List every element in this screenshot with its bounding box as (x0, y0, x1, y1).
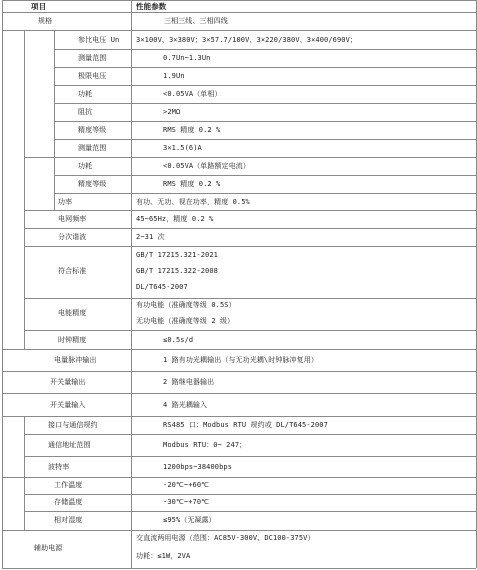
harmonics-value: 2~31 次 (136, 233, 165, 241)
current-range-label: 测量范围 (78, 144, 107, 152)
clock-accuracy-label: 时钟精度 (58, 336, 87, 344)
aux-power-item: 交直流两用电源（范围：AC85V-300V、DC100-375V） (136, 534, 315, 542)
address-range-value: Modbus RTU：0~ 247； (163, 441, 247, 449)
aux-power-label: 辅助电源 (34, 544, 63, 552)
address-range-label: 通信地址范围 (48, 441, 91, 449)
current-accuracy-value: RMS 精度 0.2 % (163, 180, 221, 188)
digital-output-label: 开关量输出 (50, 378, 86, 386)
standards-label: 符合标准 (58, 267, 87, 275)
voltage-impedance-label: 阻抗 (78, 108, 93, 116)
rule (24, 416, 25, 477)
spec-label: 规格 (38, 17, 53, 25)
rule (24, 298, 476, 299)
rule (54, 103, 476, 104)
voltage-power-value: <0.05VA（单相） (163, 90, 222, 98)
digital-output-value: 2 路继电器输出 (163, 378, 215, 386)
baud-rate-value: 1200bps~38400bps (163, 463, 233, 471)
rule (24, 511, 476, 512)
digital-input-value: 4 路光耦输入 (163, 401, 208, 409)
storage-temp-value: -30℃~+70℃ (163, 498, 210, 506)
standard-item: GB/T 17215.321-2021 (136, 251, 218, 259)
rule (54, 67, 476, 68)
standard-item: GB/T 17215.322-2008 (136, 267, 218, 275)
rule (2, 477, 476, 478)
baud-rate-label: 波特率 (48, 463, 70, 471)
interface-label: 接口与通信规约 (48, 421, 98, 429)
voltage-power-label: 功耗 (78, 90, 93, 98)
rule (2, 30, 476, 31)
header-item: 项目 (31, 2, 47, 11)
rule (54, 175, 476, 176)
header-params: 性能参数 (136, 2, 167, 11)
voltage-accuracy-value: RMS 精度 0.2 % (163, 126, 221, 134)
rule (2, 393, 476, 394)
rule (24, 494, 476, 495)
voltage-range-value: 0.7Un~1.3Un (163, 54, 211, 62)
pulse-output-label: 电量脉冲输出 (54, 356, 97, 364)
energy-accuracy-label: 电能精度 (58, 309, 87, 317)
rule (2, 12, 476, 13)
rule (2, 416, 476, 417)
energy-accuracy-item: 有功电能（准确度等级 0.5S） (136, 301, 236, 309)
rule (54, 193, 476, 194)
pulse-output-value: 1 路有功光耦输出（与无功光耦\时钟脉冲复用） (163, 356, 318, 364)
rule (54, 139, 476, 140)
clock-accuracy-value: ≤0.5s/d (163, 336, 194, 344)
power-label: 功率 (58, 198, 73, 206)
humidity-value: ≤95%（无凝露） (163, 516, 216, 524)
humidity-label: 相对湿度 (54, 516, 83, 524)
rule (24, 157, 476, 158)
rule (54, 30, 55, 210)
rule (2, 568, 476, 569)
voltage-limit-value: 1.9Un (163, 72, 185, 80)
rule (24, 210, 476, 211)
voltage-impedance-value: >2MΩ (163, 108, 181, 116)
rule (24, 30, 25, 349)
digital-input-label: 开关量输入 (50, 401, 86, 409)
frequency-label: 电网频率 (58, 215, 87, 223)
rated-voltage-value: 3×100V、3×380V；3×57.7/100V、3×220/380V、3×400/690V； (136, 36, 358, 44)
rule (2, 530, 476, 531)
rule (54, 85, 476, 86)
rule (2, 349, 476, 350)
power-value: 有功、无功、视在功率，精度 0.5% (136, 198, 250, 206)
rule (2, 0, 3, 568)
rule (2, 0, 476, 1)
voltage-limit-label: 极限电压 (78, 72, 107, 80)
aux-power-item: 功耗：≤1W，2VA (136, 552, 191, 560)
rule (24, 434, 476, 435)
rule (24, 477, 25, 530)
rated-voltage-label: 参比电压 Un (78, 36, 120, 44)
rule (131, 0, 132, 568)
current-power-label: 功耗 (78, 162, 93, 170)
spec-value: 三相三线、三相四线 (164, 17, 228, 25)
standard-item: DL/T645-2007 (136, 283, 188, 291)
voltage-accuracy-label: 精度等级 (78, 126, 107, 134)
work-temp-label: 工作温度 (54, 481, 83, 489)
interface-value: RS485 口：Modbus RTU 规约或 DL/T645-2007 (163, 421, 328, 429)
harmonics-label: 分次谐波 (58, 233, 87, 241)
current-range-value: 3×1.5(6)A (163, 144, 202, 152)
energy-accuracy-item: 无功电能（准确度等级 2 级） (136, 317, 235, 325)
frequency-value: 45~65Hz，精度 0.2 % (136, 215, 214, 223)
voltage-range-label: 测量范围 (78, 54, 107, 62)
rule (24, 456, 476, 457)
current-accuracy-label: 精度等级 (78, 180, 107, 188)
current-power-value: <0.05VA（单路额定电流） (163, 162, 251, 170)
work-temp-value: -20℃~+60℃ (163, 481, 210, 489)
rule (54, 121, 476, 122)
rule (54, 49, 476, 50)
rule (2, 371, 476, 372)
rule (24, 246, 476, 247)
rule (24, 228, 476, 229)
rule (24, 330, 476, 331)
storage-temp-label: 存储温度 (54, 498, 83, 506)
